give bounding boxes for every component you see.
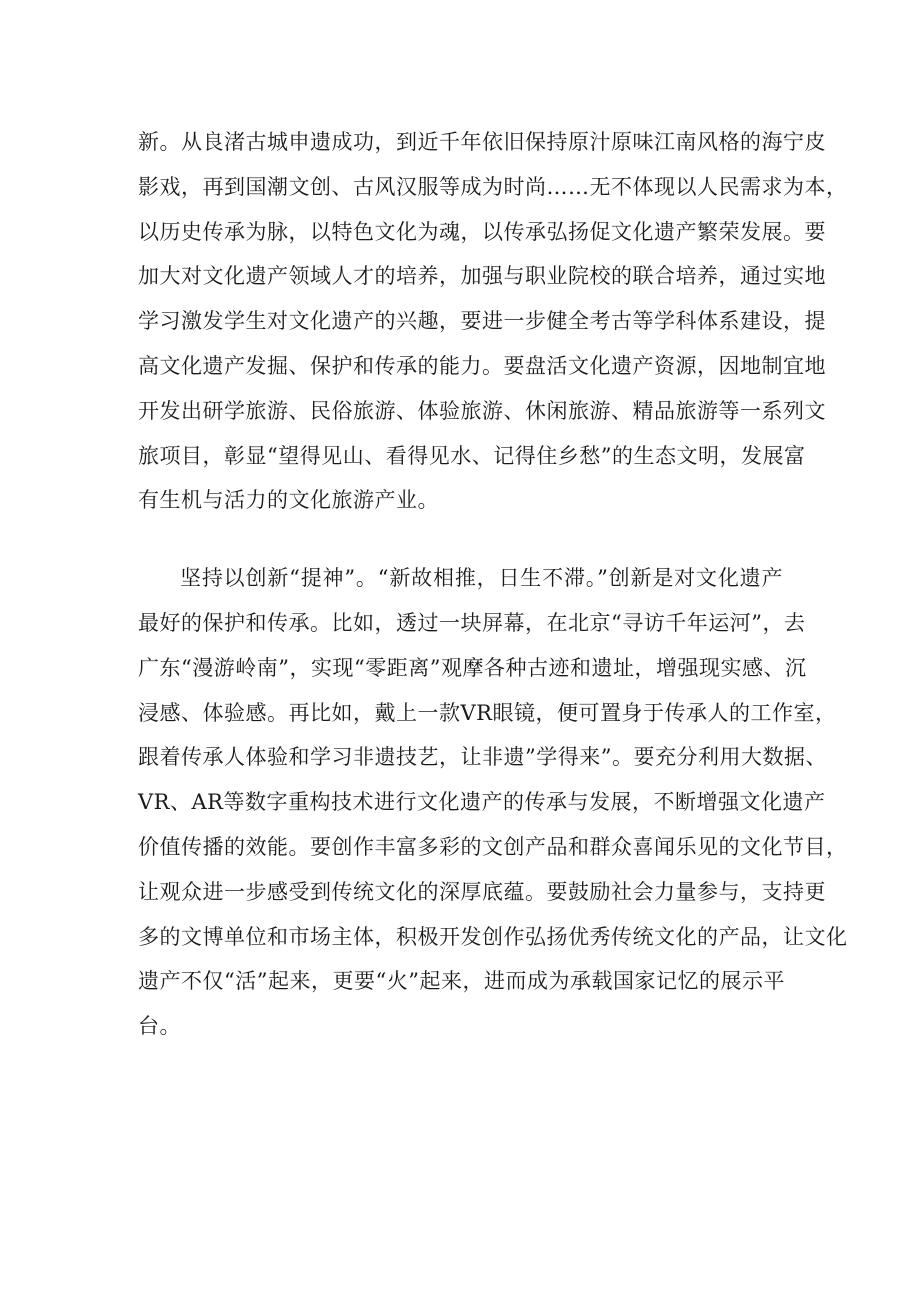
text-line: 高文化遗产发掘、保护和传承的能力。要盘活文化遗产资源，因地制宜地	[138, 353, 826, 378]
text-line: 最好的保护和传承。比如，透过一块屏幕，在北京“寻访千年运河”，去	[138, 610, 806, 635]
text-line: 跟着传承人体验和学习非遗技艺，让非遗”学得来”。要充分利用大数据、	[138, 745, 827, 770]
text-line: 广东“漫游岭南”，实现“零距离”观摩各种古迹和遗址，增强现实感、沉	[138, 655, 807, 680]
article-body	[138, 120, 848, 1049]
text-line: 学习激发学生对文化遗产的兴趣，要进一步健全考古等学科体系建设，提	[138, 309, 826, 334]
text-line: VR、AR等数字重构技术进行文化遗产的传承与发展，不断增强文化遗产	[138, 790, 826, 815]
text-line: 以历史传承为脉，以特色文化为魂，以传承弘扬促文化遗产繁荣发展。要	[138, 219, 826, 244]
paragraph-1	[138, 120, 848, 523]
text-line: 浸感、体验感。再比如，戴上一款VR眼镜，便可置身于传承人的工作室，	[138, 700, 837, 725]
text-line: 坚持以创新“提神”。“新故相推，日生不滞。”创新是对文化遗产	[180, 566, 783, 591]
text-line: 台。	[138, 1014, 181, 1039]
text-line: 有生机与活力的文化旅游产业。	[138, 488, 439, 513]
text-line: 影戏，再到国潮文创、古风汉服等成为时尚……无不体现以人民需求为本，	[138, 174, 848, 199]
text-line: 旅项目，彰显“望得见山、看得见水、记得住乡愁”的生态文明，发展富	[138, 443, 806, 468]
paragraph-2	[138, 556, 848, 1049]
text-line: 开发出研学旅游、民俗旅游、体验旅游、休闲旅游、精品旅游等一系列文	[138, 398, 826, 423]
text-line: 新。从良渚古城申遗成功，到近千年依旧保持原汁原味江南风格的海宁皮	[138, 130, 826, 154]
text-line: 遗产不仅“活”起来，更要“火”起来，进而成为承载国家记忆的展示平	[138, 969, 785, 994]
text-line: 让观众进一步感受到传统文化的深厚底蕴。要鼓励社会力量参与，支持更	[138, 879, 826, 904]
text-line: 加大对文化遗产领域人才的培养，加强与职业院校的联合培养，通过实地	[138, 264, 826, 289]
paragraph-spacer	[138, 523, 783, 556]
text-line: 价值传播的效能。要创作丰富多彩的文创产品和群众喜闻乐见的文化节目，	[138, 834, 848, 859]
text-line: 多的文博单位和市场主体，积极开发创作弘扬优秀传统文化的产品，让文化	[138, 924, 848, 949]
